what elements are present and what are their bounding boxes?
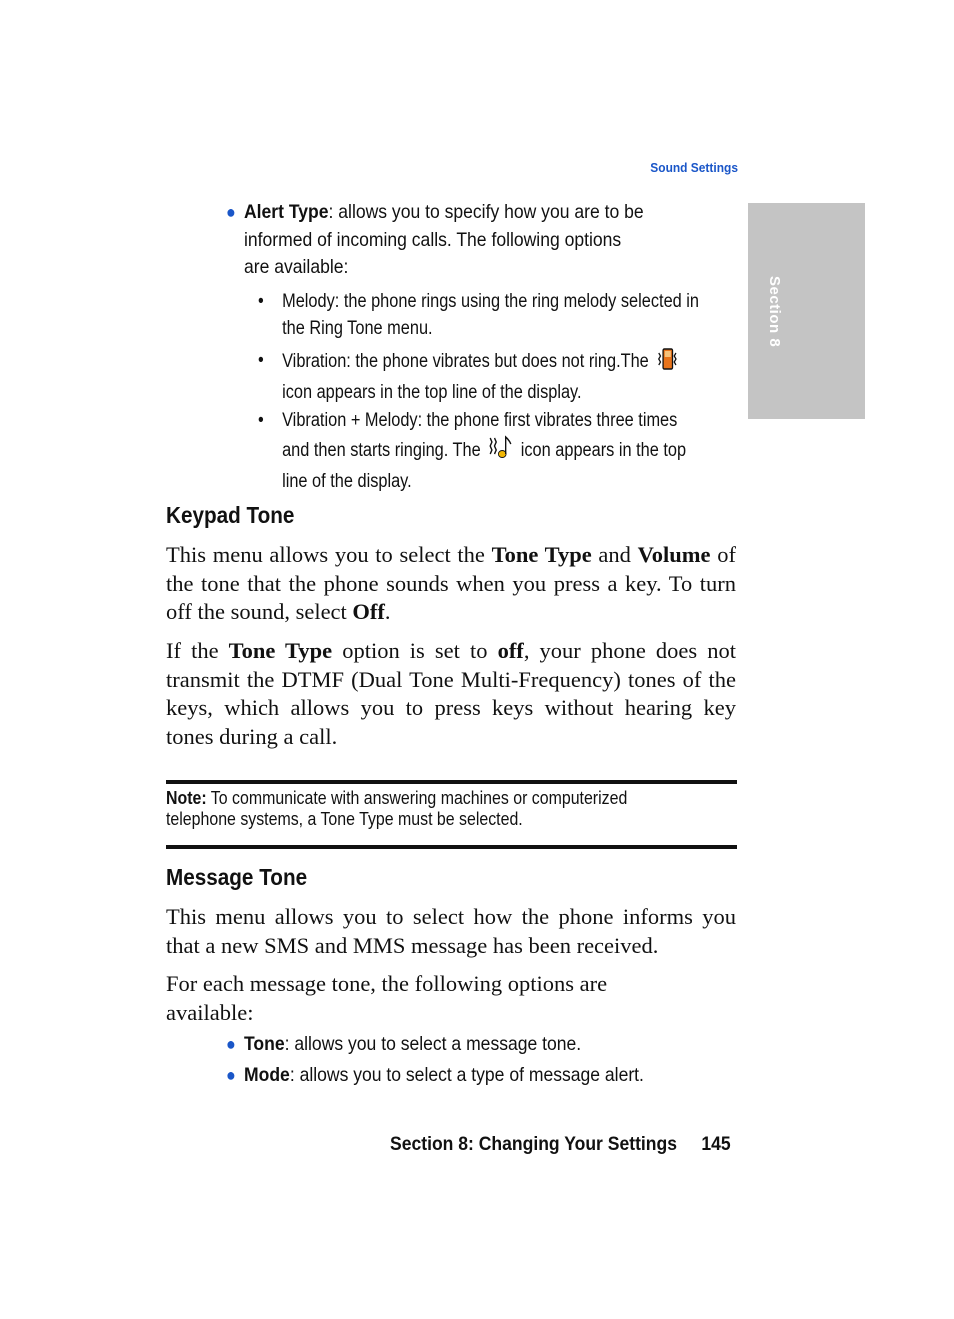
keypad-tone-heading: Keypad Tone bbox=[166, 502, 295, 528]
message-option-mode: ● Mode: allows you to select a type of message alert. bbox=[226, 1064, 644, 1086]
alert-type-term: Alert Type bbox=[244, 201, 329, 223]
option-vibration-text-b: icon appears in the top line of the display. bbox=[282, 382, 582, 403]
note-label: Note: bbox=[166, 787, 207, 808]
message-tone-paragraph-1: This menu allows you to select how the phone informs you that a new SMS and MMS message has been received. bbox=[166, 904, 736, 958]
bullet-dot: ● bbox=[226, 1034, 236, 1054]
option-vibration: • Vibration: the phone vibrates but does not ring.The icon appears in the top line of the display. bbox=[258, 347, 705, 406]
note-top-rule bbox=[166, 780, 737, 784]
option-vibration-melody: • Vibration + Melody: the phone first vibrates three times and then starts ringing. The icon appears in the top line of the display. bbox=[258, 410, 687, 492]
option-vibration-melody-text-b: icon appears in the top line of the display. bbox=[282, 440, 687, 492]
note-bottom-rule bbox=[166, 845, 737, 849]
alert-type-text: : allows you to specify how you are to be informed of incoming calls. The following options are available: bbox=[244, 201, 644, 278]
page-number: 145 bbox=[701, 1133, 731, 1155]
message-tone-heading: Message Tone bbox=[166, 864, 308, 890]
keypad-tone-paragraph-2: If the Tone Type option is set to off, your phone does not transmit the DTMF (Dual Tone Multi-Frequency) tones of the keys, which allows you to press keys without hearing key tones during a call. bbox=[166, 638, 736, 749]
message-option-tone: ● Tone: allows you to select a message tone. bbox=[226, 1033, 582, 1055]
option-melody-text: Melody: the phone rings using the ring melody selected in the Ring Tone menu. bbox=[282, 291, 700, 339]
running-head: Sound Settings bbox=[650, 160, 738, 175]
note bbox=[166, 788, 682, 829]
keypad-tone-paragraph-1: This menu allows you to select the Tone Type and Volume of the tone that the phone sounds when you press a key. To turn off the sound, select Off. bbox=[166, 542, 736, 624]
note-text: To communicate with answering machines or computerized telephone systems, a Tone Type must be selected. bbox=[166, 787, 628, 829]
option-vibration-melody-text-a: Vibration + Melody: the phone first vibrates three times and then starts ringing. The bbox=[282, 410, 678, 461]
vibrate-icon bbox=[656, 347, 678, 379]
option-vibration-text-a: Vibration: the phone vibrates but does not ring.The bbox=[282, 351, 654, 372]
vibrate-melody-icon bbox=[488, 434, 514, 468]
bullet-dot: ● bbox=[226, 1065, 236, 1085]
alert-type-item bbox=[226, 199, 649, 282]
message-tone-paragraph-2: For each message tone, the following options are available: bbox=[166, 971, 608, 1025]
page-footer bbox=[390, 1133, 731, 1156]
section-tab-label: Section 8 bbox=[766, 276, 783, 348]
bullet-dot: ● bbox=[226, 202, 236, 222]
footer-section-title: Section 8: Changing Your Settings bbox=[390, 1133, 678, 1155]
option-melody: • Melody: the phone rings using the ring melody selected in the Ring Tone menu. bbox=[258, 288, 705, 342]
